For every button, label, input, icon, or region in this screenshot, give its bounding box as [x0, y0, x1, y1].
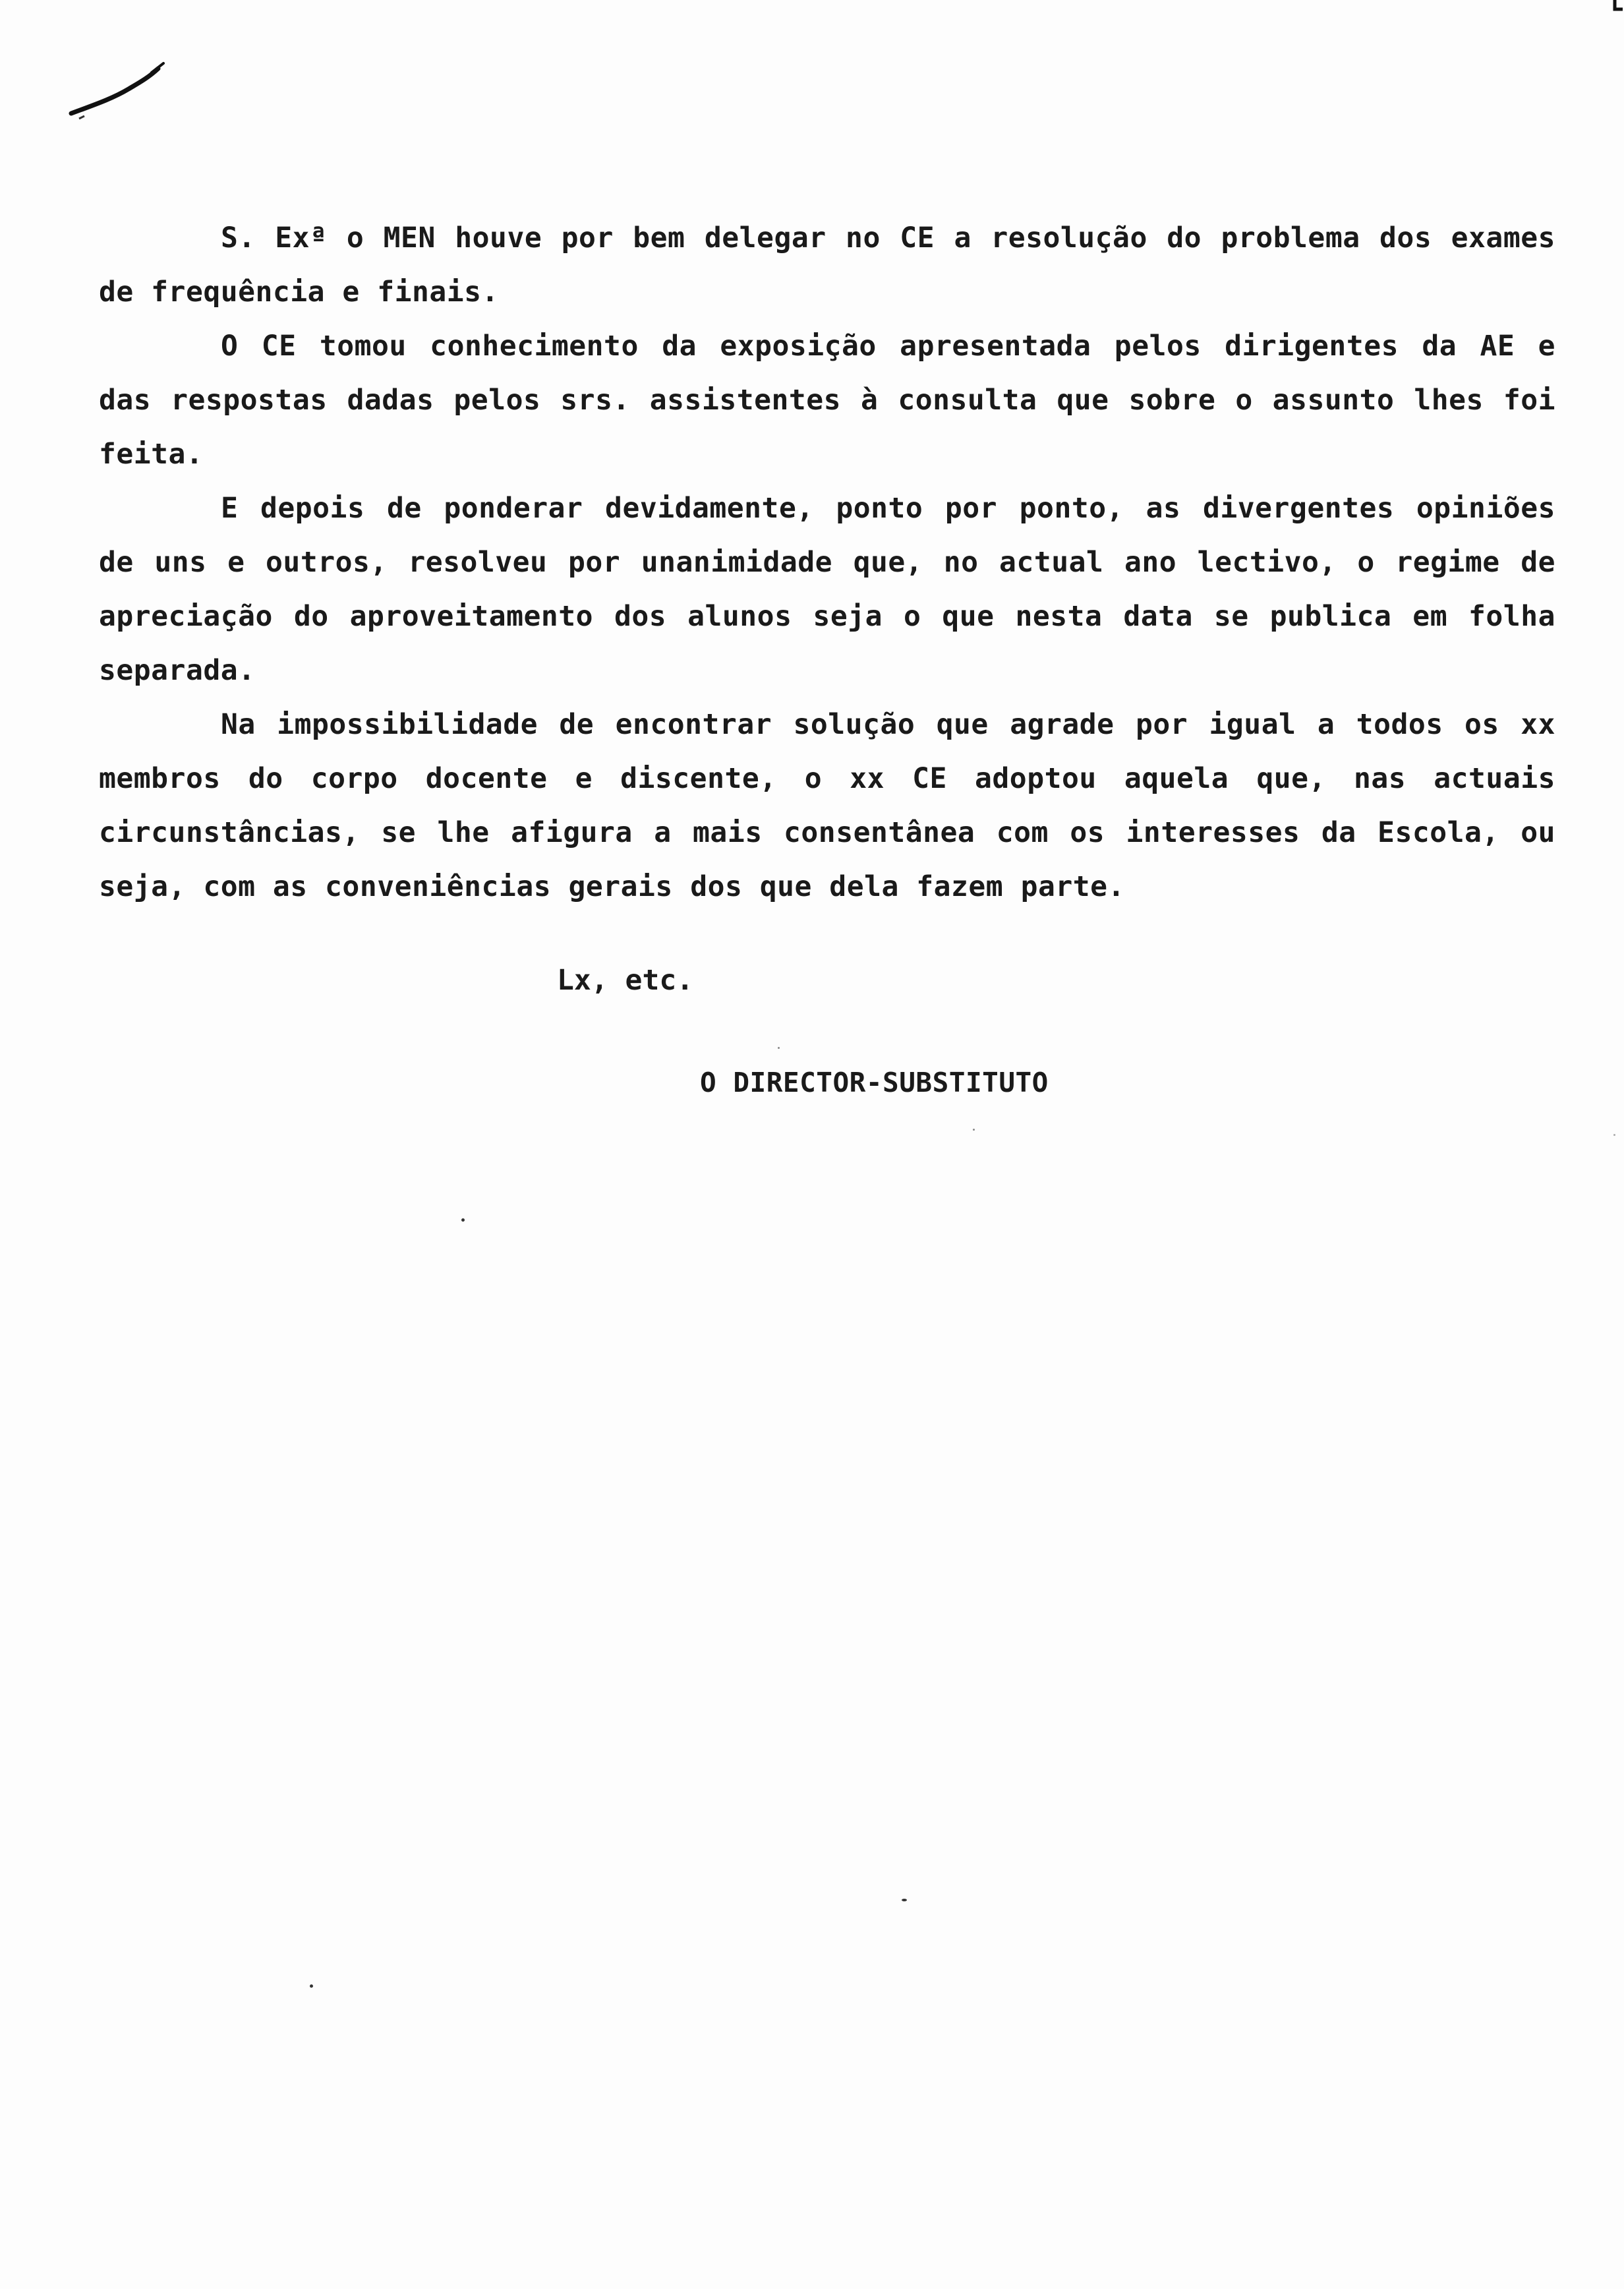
- corner-mark: [1611, 0, 1624, 16]
- letter-body: [99, 211, 1555, 914]
- pen-stroke-mark: [66, 53, 171, 125]
- ink-speck: [310, 1984, 313, 1988]
- paragraph-2: O CE tomou conhecimento da exposição apresentada pelos dirigentes da AE e das respostas dadas pelos srs. assistentes à consulta que sobre o assunto lhes foi feita.: [99, 330, 1555, 471]
- paragraph-3: E depois de ponderar devidamente, ponto por ponto, as divergentes opiniões de uns e outros, resolveu por unanimidade que, no actual ano lectivo, o regime de apreciação do aproveitamento dos alunos seja o que nesta data se publica em folha separada.: [99, 492, 1555, 687]
- ink-speck: [973, 1129, 975, 1131]
- ink-speck: [902, 1899, 907, 1901]
- ink-speck: [1613, 1134, 1615, 1136]
- ink-speck: [461, 1218, 465, 1222]
- signature-title: O DIRECTOR-SUBSTITUTO: [700, 1067, 1049, 1098]
- ink-speck: [778, 1047, 780, 1049]
- paragraph-1: S. Exª o MEN houve por bem delegar no CE a resolução do problema dos exames de frequência e finais.: [99, 222, 1555, 309]
- closing-line: Lx, etc.: [557, 964, 694, 997]
- paragraph-4: Na impossibilidade de encontrar solução que agrade por igual a todos os xx membros do corpo docente e discente, o xx CE adoptou aquela que, nas actuais circunstâncias, se lhe afigura a mais consentânea com os interesses da Escola, ou seja, com as conveniências gerais dos que dela fazem parte.: [99, 708, 1555, 903]
